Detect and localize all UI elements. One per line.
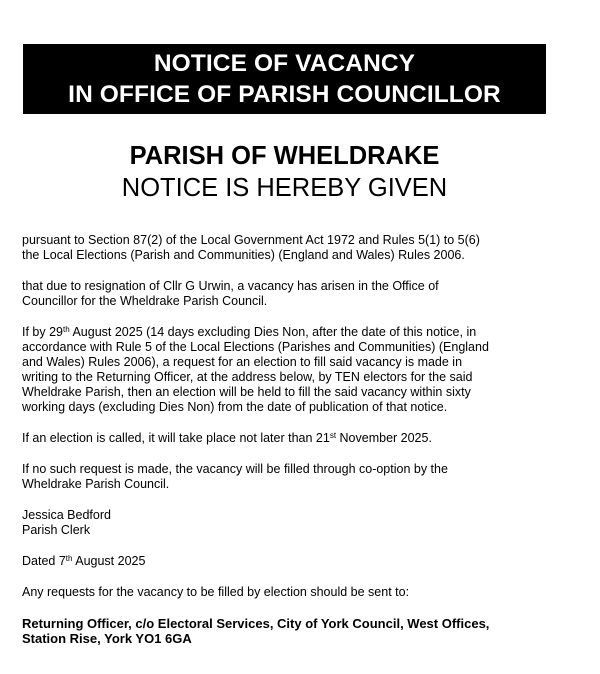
notice-subtitle: NOTICE IS HEREBY GIVEN	[121, 174, 448, 202]
text-line: Councillor for the Wheldrake Parish Council.	[22, 294, 268, 308]
banner-line-2: IN OFFICE OF PARISH COUNCILLOR	[68, 81, 501, 108]
parish-title: PARISH OF WHELDRAKE	[129, 142, 440, 170]
signatory-role: Parish Clerk	[22, 523, 91, 537]
signature-block	[22, 508, 552, 538]
text-line: If by 29th August 2025 (14 days excluding Dies Non, after the date of this notice, in	[22, 325, 477, 339]
text-line: Dated 7th August 2025	[22, 554, 146, 568]
paragraph-election-date	[22, 431, 552, 446]
paragraph-legal-basis	[22, 233, 552, 263]
text-line: pursuant to Section 87(2) of the Local Government Act 1972 and Rules 5(1) to 5(6)	[22, 233, 480, 247]
signatory-name: Jessica Bedford	[22, 508, 111, 522]
text-line: Wheldrake Parish, then an election will be held to fill the said vacancy within sixty	[22, 385, 471, 399]
text-line: and Wales) Rules 2006), a request for an election to fill said vacancy is made in	[22, 355, 463, 369]
text-line: writing to the Returning Officer, at the address below, by TEN electors for the said	[22, 370, 473, 384]
text-line: that due to resignation of Cllr G Urwin, a vacancy has arisen in the Office of	[22, 279, 439, 293]
requests-instruction: Any requests for the vacancy to be filled by election should be sent to:	[22, 585, 410, 599]
address-line: Returning Officer, c/o Electoral Services, City of York Council, West Offices,	[22, 616, 490, 631]
notice-date	[22, 554, 552, 569]
notice-body	[22, 233, 552, 646]
notice-banner	[23, 44, 546, 114]
text-line: Wheldrake Parish Council.	[22, 477, 170, 491]
returning-officer-address	[22, 616, 552, 646]
text-line: If an election is called, it will take place not later than 21st November 2025.	[22, 431, 432, 445]
text-line: working days (excluding Dies Non) from the date of publication of that notice.	[22, 400, 448, 414]
banner-line-1: NOTICE OF VACANCY	[153, 50, 416, 77]
text-line: accordance with Rule 5 of the Local Elections (Parishes and Communities) (England	[22, 340, 489, 354]
text-line: If no such request is made, the vacancy will be filled through co-option by the	[22, 462, 448, 476]
address-line: Station Rise, York YO1 6GA	[22, 631, 192, 646]
paragraph-election-request	[22, 325, 552, 415]
paragraph-co-option	[22, 462, 552, 492]
text-line: the Local Elections (Parish and Communities) (England and Wales) Rules 2006.	[22, 248, 465, 262]
paragraph-vacancy-reason	[22, 279, 552, 309]
